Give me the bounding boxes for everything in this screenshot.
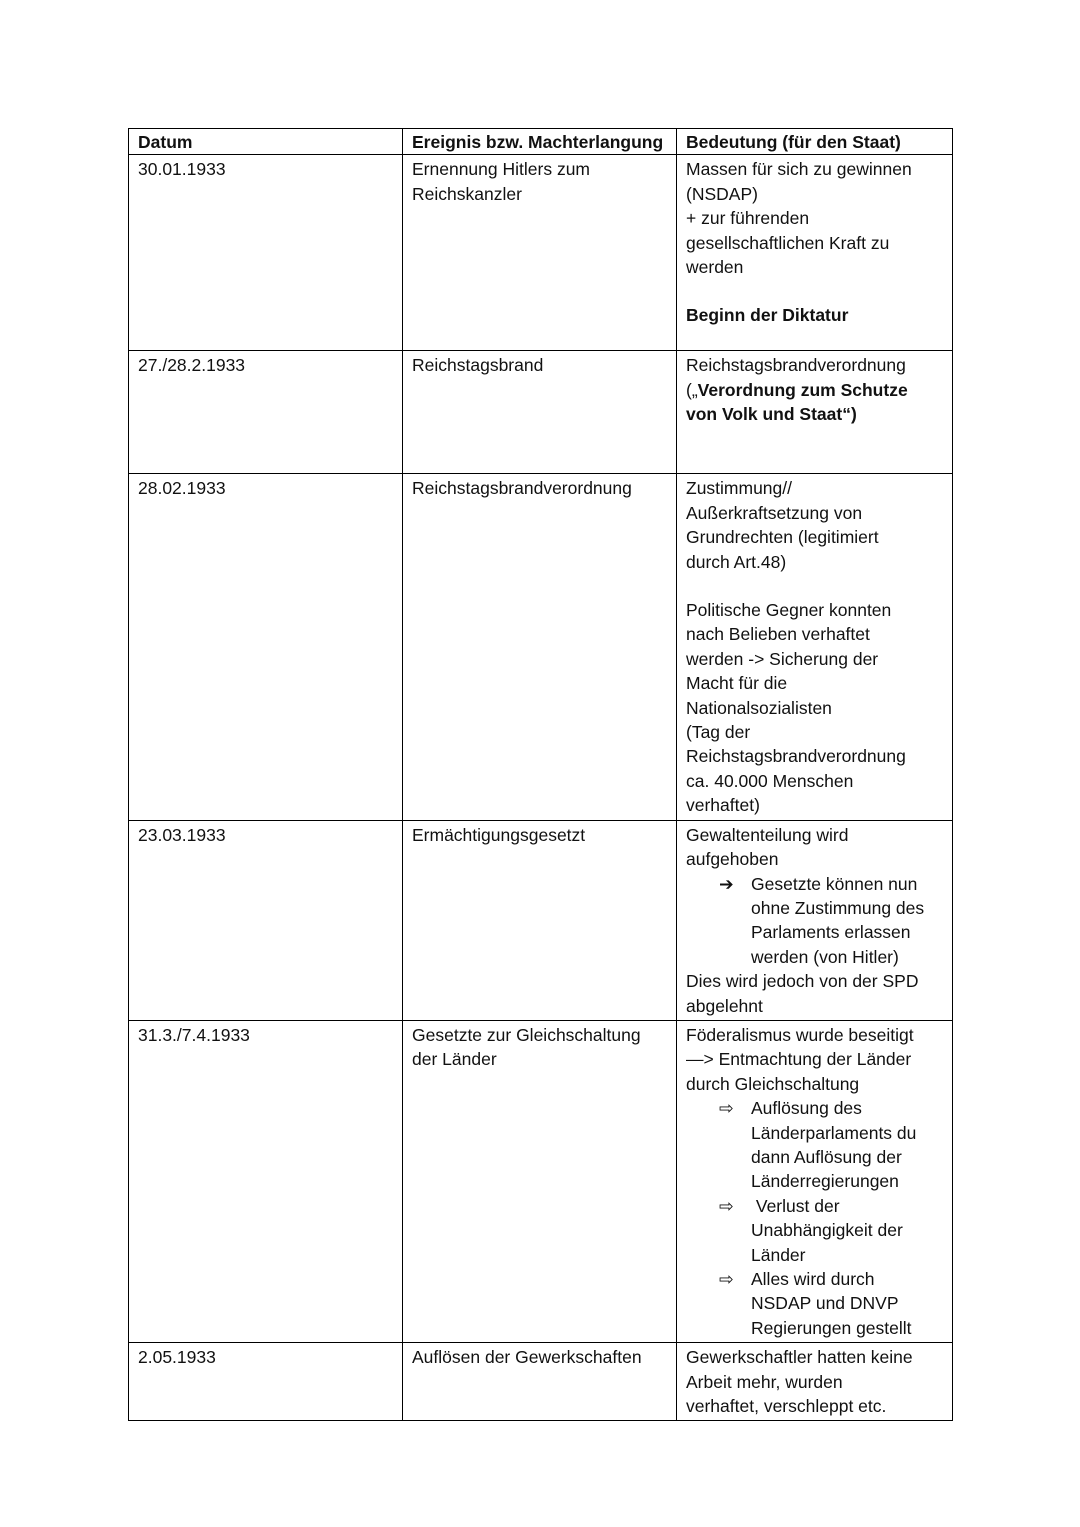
meaning-bold-text: Verordnung zum Schutze bbox=[697, 379, 908, 400]
bullet-line: Länderregierungen bbox=[751, 1171, 899, 1192]
meaning-line: durch Gleichschaltung bbox=[686, 1073, 860, 1094]
cell-date: 27./28.2.1933 bbox=[129, 351, 403, 474]
table-row bbox=[129, 1343, 953, 1421]
cell-meaning bbox=[677, 351, 953, 474]
meaning-line: Reichstagsbrandverordnung bbox=[686, 746, 906, 767]
event-line: Reichskanzler bbox=[412, 183, 522, 204]
bullet-line: werden (von Hitler) bbox=[751, 946, 899, 967]
cell-event bbox=[403, 1343, 677, 1421]
event-line: Reichstagsbrand bbox=[412, 355, 544, 376]
cell-event bbox=[403, 155, 677, 351]
meaning-line bbox=[686, 378, 943, 402]
table-row bbox=[129, 351, 953, 474]
meaning-line: Grundrechten (legitimiert bbox=[686, 527, 879, 548]
meaning-line: Reichstagsbrandverordnung bbox=[686, 355, 906, 376]
event-line: Gesetzte zur Gleichschaltung bbox=[412, 1024, 641, 1045]
cell-meaning bbox=[677, 820, 953, 1020]
meaning-line: (NSDAP) bbox=[686, 183, 758, 204]
meaning-prefix: („ bbox=[686, 379, 698, 400]
meaning-line: Außerkraftsetzung von bbox=[686, 502, 863, 523]
bullet-item bbox=[686, 1267, 943, 1340]
cell-meaning bbox=[677, 1020, 953, 1342]
outline-arrow-icon: ⇨ bbox=[719, 1098, 734, 1119]
cell-date: 2.05.1933 bbox=[129, 1343, 403, 1421]
meaning-line: Zustimmung// bbox=[686, 478, 792, 499]
cell-date: 28.02.1933 bbox=[129, 474, 403, 820]
meaning-line: Gewerkschaftler hatten keine bbox=[686, 1347, 913, 1368]
bullet-line: Parlaments erlassen bbox=[751, 922, 911, 943]
meaning-line: verhaftet) bbox=[686, 795, 760, 816]
cell-meaning bbox=[677, 474, 953, 820]
meaning-line: aufgehoben bbox=[686, 849, 779, 870]
meaning-line: + zur führenden bbox=[686, 208, 810, 229]
arrow-right-icon: ➔ bbox=[719, 873, 734, 894]
bullet-line: dann Auflösung der bbox=[751, 1146, 902, 1167]
outline-arrow-icon: ⇨ bbox=[719, 1195, 734, 1216]
outline-arrow-icon: ⇨ bbox=[719, 1269, 734, 1289]
meaning-bold-line: von Volk und Staat“) bbox=[686, 404, 857, 425]
meaning-line: verhaftet, verschleppt etc. bbox=[686, 1396, 887, 1417]
cell-meaning bbox=[677, 155, 953, 351]
bullet-line: Alles wird durch bbox=[751, 1269, 875, 1289]
bullet-item bbox=[686, 1096, 943, 1194]
cell-event bbox=[403, 1020, 677, 1342]
bullet-line: Länder bbox=[751, 1244, 806, 1265]
cell-event bbox=[403, 474, 677, 820]
meaning-line: (Tag der bbox=[686, 722, 751, 743]
meaning-line: Gewaltenteilung wird bbox=[686, 824, 849, 845]
table-row bbox=[129, 1020, 953, 1342]
event-line: der Länder bbox=[412, 1049, 497, 1070]
meaning-line: Politische Gegner konnten bbox=[686, 600, 892, 621]
meaning-line: werden bbox=[686, 257, 744, 278]
meaning-line: Massen für sich zu gewinnen bbox=[686, 159, 912, 180]
meaning-line: abgelehnt bbox=[686, 995, 763, 1016]
table-row bbox=[129, 155, 953, 351]
bullet-line: Länderparlaments du bbox=[751, 1122, 917, 1143]
bullet-item bbox=[686, 1194, 943, 1267]
meaning-line: durch Art.48) bbox=[686, 551, 787, 572]
table-header-row bbox=[129, 129, 953, 155]
meaning-line: —> Entmachtung der Länder bbox=[686, 1049, 912, 1070]
bullet-line: Auflösung des bbox=[751, 1098, 862, 1119]
event-line: Reichstagsbrandverordnung bbox=[412, 478, 632, 499]
bullet-line: Verlust der bbox=[751, 1195, 840, 1216]
meaning-line: gesellschaftlichen Kraft zu bbox=[686, 232, 890, 253]
cell-event bbox=[403, 820, 677, 1020]
meaning-line: ca. 40.000 Menschen bbox=[686, 770, 854, 791]
header-event: Ereignis bzw. Machterlangung bbox=[403, 129, 677, 155]
event-line: Ernennung Hitlers zum bbox=[412, 159, 590, 180]
events-table bbox=[128, 128, 953, 1421]
bullet-line: Regierungen gestellt bbox=[751, 1317, 912, 1338]
meaning-line: werden -> Sicherung der bbox=[686, 648, 879, 669]
meaning-line: nach Belieben verhaftet bbox=[686, 624, 870, 645]
cell-date: 30.01.1933 bbox=[129, 155, 403, 351]
bullet-line: NSDAP und DNVP bbox=[751, 1293, 899, 1314]
meaning-line: Nationalsozialisten bbox=[686, 697, 832, 718]
meaning-line: Arbeit mehr, wurden bbox=[686, 1371, 843, 1392]
bullet-line: Unabhängigkeit der bbox=[751, 1220, 903, 1241]
bullet-item bbox=[686, 872, 943, 970]
header-date: Datum bbox=[129, 129, 403, 155]
cell-date: 31.3./7.4.1933 bbox=[129, 1020, 403, 1342]
bullet-line: ohne Zustimmung des bbox=[751, 897, 925, 918]
cell-meaning bbox=[677, 1343, 953, 1421]
event-line: Auflösen der Gewerkschaften bbox=[412, 1347, 642, 1368]
table-row bbox=[129, 474, 953, 820]
header-meaning: Bedeutung (für den Staat) bbox=[677, 129, 953, 155]
meaning-line: Dies wird jedoch von der SPD bbox=[686, 971, 919, 992]
cell-event bbox=[403, 351, 677, 474]
meaning-line: Föderalismus wurde beseitigt bbox=[686, 1024, 914, 1045]
bullet-line: Gesetzte können nun bbox=[751, 873, 918, 894]
table-row bbox=[129, 820, 953, 1020]
cell-date: 23.03.1933 bbox=[129, 820, 403, 1020]
meaning-bold-line: Beginn der Diktatur bbox=[686, 305, 849, 326]
event-line: Ermächtigungsgesetzt bbox=[412, 824, 586, 845]
meaning-line: Macht für die bbox=[686, 673, 788, 694]
